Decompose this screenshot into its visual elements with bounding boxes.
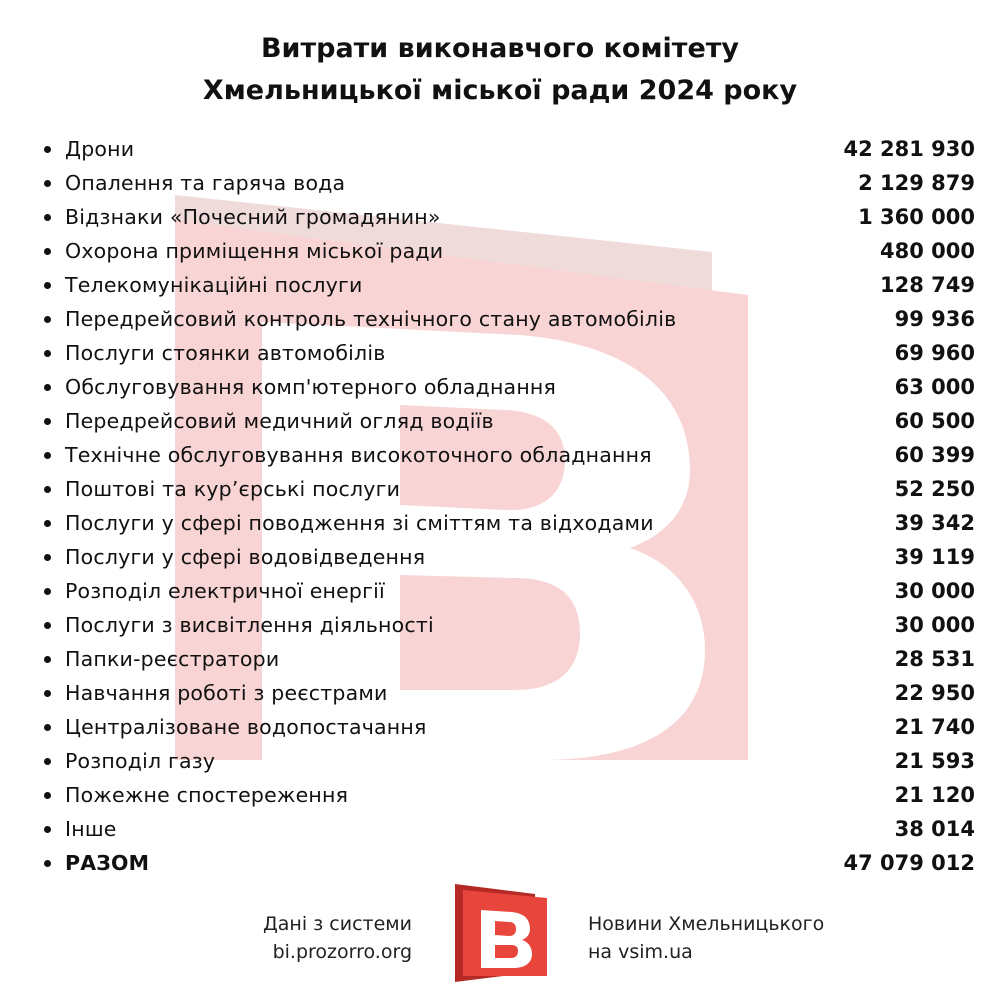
bullet-icon: [44, 350, 51, 357]
bullet-icon: [44, 860, 51, 867]
item-label: Навчання роботі з реєстрами: [65, 681, 388, 705]
item-value: 128 749: [880, 273, 975, 297]
item-label: Послуги стоянки автомобілів: [65, 341, 386, 365]
bullet-icon: [44, 622, 51, 629]
bullet-icon: [44, 758, 51, 765]
news-line-2: на vsim.ua: [588, 941, 693, 963]
title-line-2: Хмельницької міської ради 2024 року: [202, 75, 798, 106]
bullet-icon: [44, 690, 51, 697]
item-value: 2 129 879: [858, 171, 975, 195]
list-item: [40, 302, 975, 336]
bullet-icon: [44, 214, 51, 221]
item-value: 480 000: [880, 239, 975, 263]
list-item: [40, 608, 975, 642]
bullet-icon: [44, 554, 51, 561]
item-label: Пожежне спостереження: [65, 783, 349, 807]
item-label: Послуги з висвітлення діяльності: [65, 613, 434, 637]
news-line-1: Новини Хмельницького: [588, 913, 825, 935]
item-value: 1 360 000: [858, 205, 975, 229]
source-credit: [263, 910, 412, 966]
item-value: 21 593: [894, 749, 975, 773]
list-item: [40, 778, 975, 812]
news-credit: [588, 910, 824, 966]
bullet-icon: [44, 792, 51, 799]
list-item: [40, 370, 975, 404]
title-line-1: Витрати виконавчого комітету: [260, 33, 740, 64]
item-value: 69 960: [894, 341, 975, 365]
total-row: [40, 846, 975, 880]
item-label: Поштові та кур’єрські послуги: [65, 477, 401, 501]
list-item: [40, 676, 975, 710]
total-value: 47 079 012: [843, 851, 975, 875]
list-item: [40, 166, 975, 200]
item-value: 99 936: [894, 307, 975, 331]
bullet-icon: [44, 248, 51, 255]
item-value: 52 250: [894, 477, 975, 501]
item-label: Розподіл газу: [65, 749, 216, 773]
bullet-icon: [44, 486, 51, 493]
list-item: [40, 812, 975, 846]
list-item: [40, 438, 975, 472]
bullet-icon: [44, 656, 51, 663]
vsim-b-logo-icon: [455, 884, 547, 982]
list-item: [40, 200, 975, 234]
list-item: [40, 710, 975, 744]
item-label: Обслуговування комп'ютерного обладнання: [65, 375, 557, 399]
item-label: Централізоване водопостачання: [65, 715, 427, 739]
item-label: Телекомунікаційні послуги: [65, 273, 363, 297]
bullet-icon: [44, 282, 51, 289]
source-line-1: Дані з системи: [262, 913, 412, 935]
item-label: Передрейсовий медичний огляд водіїв: [65, 409, 494, 433]
item-label: Дрони: [65, 137, 135, 161]
item-label: Технічне обслуговування високоточного обладнання: [65, 443, 652, 467]
item-value: 60 399: [894, 443, 975, 467]
list-item: [40, 744, 975, 778]
item-value: 38 014: [894, 817, 975, 841]
list-item: [40, 132, 975, 166]
list-item: [40, 336, 975, 370]
page-title: [0, 28, 1000, 112]
item-label: Послуги у сфері поводження зі сміттям та відходами: [65, 511, 654, 535]
item-label: Опалення та гаряча вода: [65, 171, 346, 195]
item-value: 30 000: [894, 579, 975, 603]
bullet-icon: [44, 384, 51, 391]
list-item: [40, 642, 975, 676]
bullet-icon: [44, 180, 51, 187]
item-value: 39 119: [894, 545, 975, 569]
list-item: [40, 404, 975, 438]
bullet-icon: [44, 826, 51, 833]
item-label: Охорона приміщення міської ради: [65, 239, 444, 263]
item-value: 30 000: [894, 613, 975, 637]
item-value: 21 120: [894, 783, 975, 807]
bullet-icon: [44, 146, 51, 153]
item-value: 63 000: [894, 375, 975, 399]
total-label: РАЗОМ: [65, 851, 150, 875]
source-line-2: bi.prozorro.org: [272, 941, 412, 963]
bullet-icon: [44, 724, 51, 731]
list-item: [40, 268, 975, 302]
item-label: Розподіл електричної енергії: [65, 579, 385, 603]
bullet-icon: [44, 520, 51, 527]
bullet-icon: [44, 588, 51, 595]
item-label: Відзнаки «Почесний громадянин»: [65, 205, 441, 229]
list-item: [40, 234, 975, 268]
item-label: Послуги у сфері водовідведення: [65, 545, 426, 569]
list-item: [40, 574, 975, 608]
item-label: Інше: [65, 817, 117, 841]
item-value: 39 342: [894, 511, 975, 535]
item-label: Папки-реєстратори: [65, 647, 280, 671]
list-item: [40, 540, 975, 574]
list-item: [40, 506, 975, 540]
expense-list: [40, 132, 975, 880]
bullet-icon: [44, 316, 51, 323]
list-item: [40, 472, 975, 506]
item-value: 60 500: [894, 409, 975, 433]
item-value: 22 950: [894, 681, 975, 705]
item-value: 28 531: [894, 647, 975, 671]
item-value: 42 281 930: [843, 137, 975, 161]
item-label: Передрейсовий контроль технічного стану автомобілів: [65, 307, 677, 331]
item-value: 21 740: [894, 715, 975, 739]
bullet-icon: [44, 418, 51, 425]
bullet-icon: [44, 452, 51, 459]
